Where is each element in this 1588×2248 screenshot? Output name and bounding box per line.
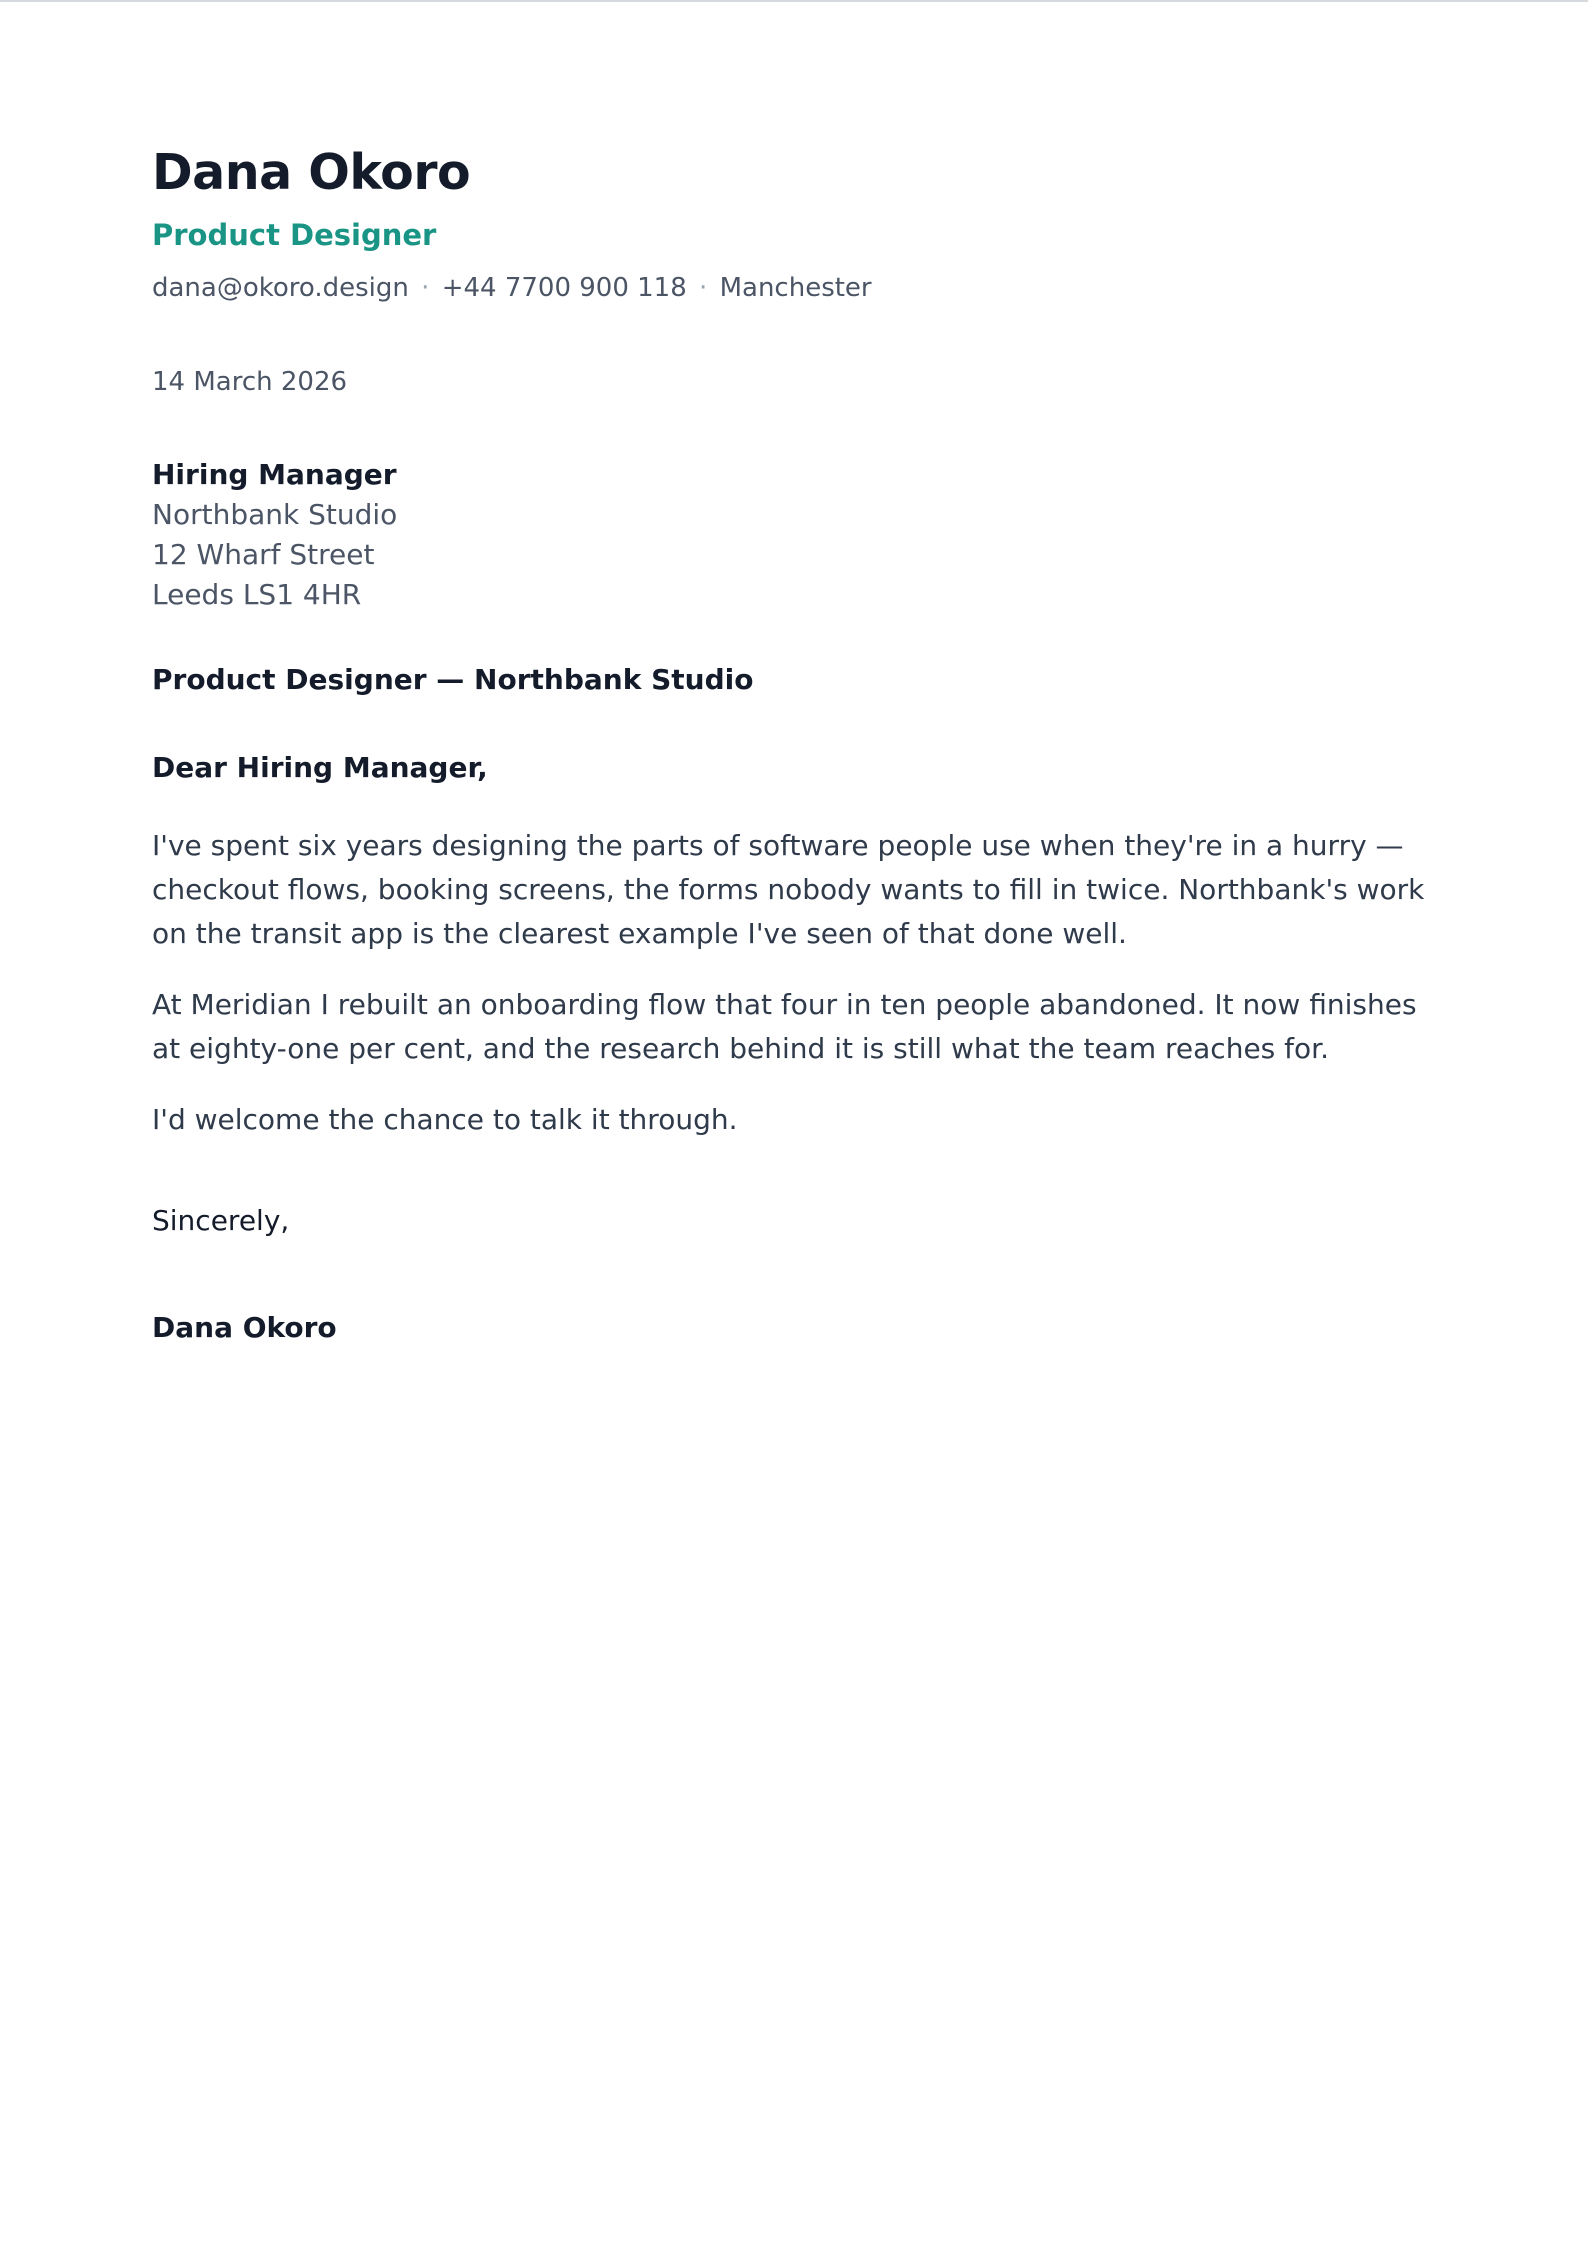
recipient-name: Hiring Manager <box>152 458 397 491</box>
sender-email[interactable]: dana@okoro.design <box>152 273 409 303</box>
letter-salutation: Dear Hiring Manager, <box>152 751 488 784</box>
recipient-city: Leeds LS1 4HR <box>152 578 362 611</box>
body-paragraph: I've spent six years designing the parts of software people use when they're in a hurry — checkout flows, booking screens, the forms nobody wants to fill in twice. Northbank's work on the transit app is the clearest example I've seen of that done well. <box>152 829 1425 950</box>
recipient-address-block <box>152 455 397 615</box>
letter-closing: Sincerely, <box>152 1204 290 1237</box>
sender-contact-line <box>152 273 872 304</box>
sender-title: Product Designer <box>152 218 437 252</box>
contact-separator: · <box>699 273 708 303</box>
top-divider <box>0 0 1588 2</box>
contact-separator: · <box>421 273 430 303</box>
recipient-company: Northbank Studio <box>152 498 398 531</box>
letter-signature: Dana Okoro <box>152 1311 337 1344</box>
letter-subject: Product Designer — Northbank Studio <box>152 663 754 696</box>
sender-name: Dana Okoro <box>152 144 471 201</box>
body-paragraph: At Meridian I rebuilt an onboarding flow that four in ten people abandoned. It now finishes at eighty-one per cent, and the research behind it is still what the team reaches for. <box>152 988 1417 1065</box>
body-paragraph: I'd welcome the chance to talk it through. <box>152 1103 738 1136</box>
sender-phone[interactable]: +44 7700 900 118 <box>441 273 687 303</box>
letter-date: 14 March 2026 <box>152 367 348 397</box>
recipient-street: 12 Wharf Street <box>152 538 375 571</box>
sender-city: Manchester <box>719 273 872 303</box>
